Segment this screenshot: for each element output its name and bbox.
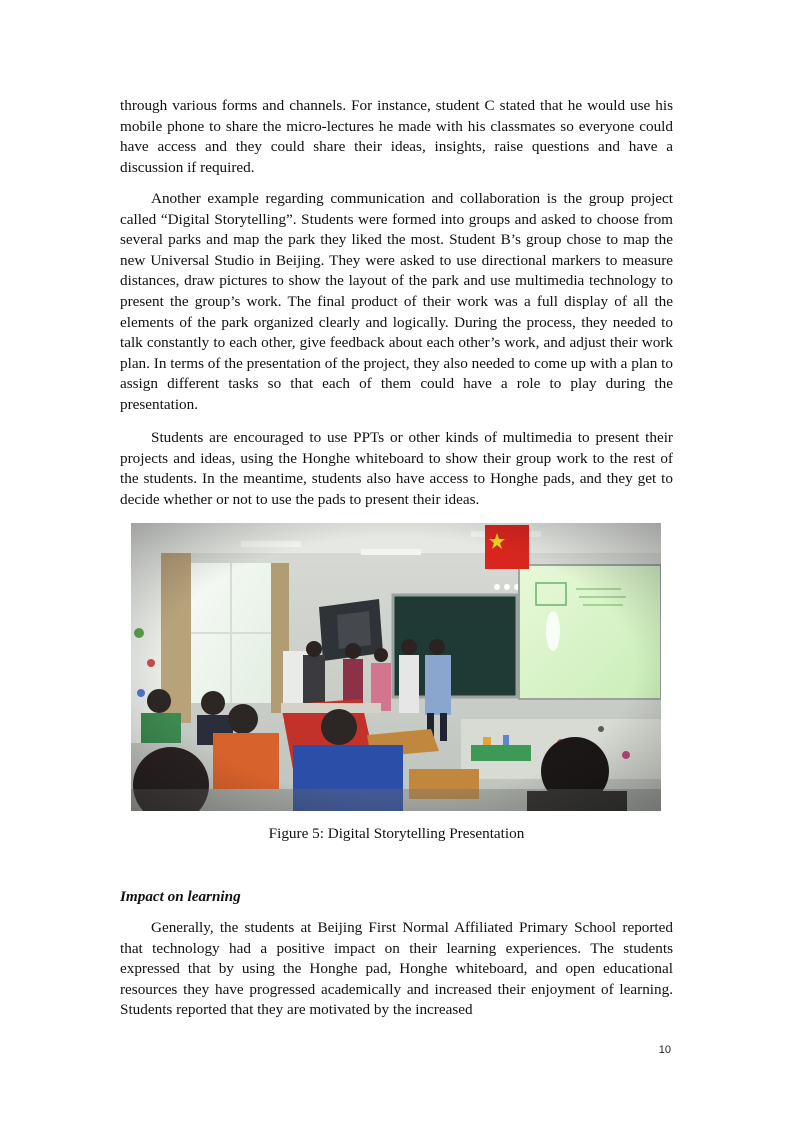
figure-caption: Figure 5: Digital Storytelling Presentation xyxy=(268,825,525,842)
section-heading: Impact on learning xyxy=(120,888,241,905)
body-paragraph: Generally, the students at Beijing First Normal Affiliated Primary School reported that technology had a positive impact on their learning experiences. The students expressed that by using the Honghe pad, Honghe whiteboard, and open educational resources they have progressed academically and increased their enjoyment of learning. Students reported that they are motivated by the increased xyxy=(120,919,673,1019)
body-paragraph: Another example regarding communication and collaboration is the group project called “Digital Storytelling”. Students were formed into groups and asked to choose from several parks and map the park they liked the most. Student B’s group chose to map the new Universal Studio in Beijing. They were asked to use directional markers to measure distances, draw pictures to show the layout of the park and use multimedia technology to present the group’s work. The final product of their work was a full display of all the elements of the park organized clearly and logically. During the process, they needed to talk constantly to each other, give feedback about each other’s work, and adjust their work plan. In terms of the presentation of the project, they also needed to come up with a plan to assign different tasks so that each of them could have a role to play during the presentation. xyxy=(120,190,673,413)
page-number: 10 xyxy=(658,1044,671,1056)
classroom-photo xyxy=(131,523,661,811)
body-paragraph: through various forms and channels. For instance, student C stated that he would use his mobile phone to share the micro-lectures he made with his classmates so everyone could have access and they could share their ideas, insights, raise questions and have a discussion if required. xyxy=(120,97,673,176)
body-paragraph: Students are encouraged to use PPTs or other kinds of multimedia to present their projects and ideas, using the Honghe whiteboard to show their group work to the rest of the students. In the meantime, students also have access to Honghe pads, and they get to decide whether or not to use the pads to present their ideas. xyxy=(120,429,673,508)
